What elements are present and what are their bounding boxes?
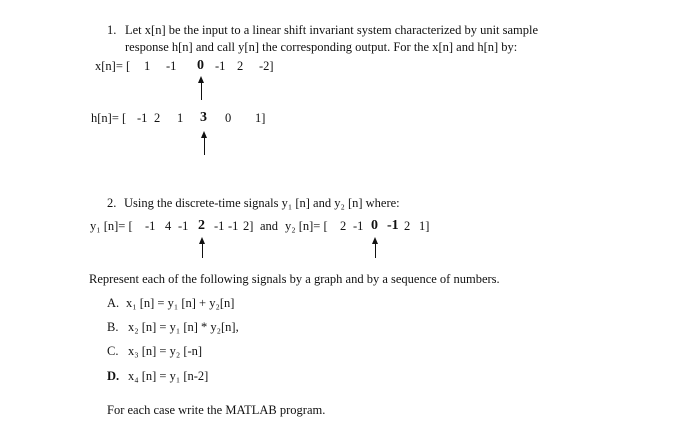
- x-value: -1: [166, 59, 177, 73]
- item-a-text: x₁ [n] = y₁ [n] + y₂[n]: [126, 296, 235, 310]
- item-c-text: x₃ [n] = y₂ [-n]: [128, 344, 203, 358]
- problem-1-line-1: Let x[n] be the input to a linear shift invariant system characterized by unit sample: [125, 23, 539, 37]
- y2-origin-arrow-icon: [375, 243, 376, 258]
- y2-value: 2: [340, 219, 347, 233]
- y2-value: -1: [387, 218, 399, 233]
- h-value: 0: [225, 111, 232, 125]
- y1-value: -1: [228, 219, 239, 233]
- problem-2-number: 2.: [107, 196, 117, 210]
- y1-value: 4: [165, 219, 172, 233]
- y1-origin-value: 2: [198, 218, 205, 233]
- x-origin-arrow-icon: [201, 82, 202, 100]
- y2-value: 2: [404, 219, 411, 233]
- y2-value: 1]: [419, 219, 430, 233]
- item-d-label: D.: [107, 369, 120, 383]
- closing-instruction: For each case write the MATLAB program.: [107, 403, 326, 417]
- h-sequence-label: h[n]= [: [91, 111, 127, 125]
- and-text: and: [260, 219, 279, 233]
- h-value: -1: [137, 111, 148, 125]
- item-d-text: x₄ [n] = y₁ [n-2]: [128, 369, 209, 383]
- y1-value: -1: [145, 219, 156, 233]
- x-value: 2: [237, 59, 244, 73]
- h-value: 2: [154, 111, 161, 125]
- h-origin-value: 3: [200, 110, 207, 125]
- y2-value: -1: [353, 219, 364, 233]
- x-origin-value: 0: [197, 58, 204, 73]
- item-c-label: C.: [107, 344, 119, 358]
- x-value: -1: [215, 59, 226, 73]
- x-value: -2]: [259, 59, 274, 73]
- problem-2-intro: Using the discrete-time signals y₁ [n] and y₂ [n] where:: [124, 196, 400, 210]
- problem-1-number: 1.: [107, 23, 117, 37]
- h-value: 1]: [255, 111, 266, 125]
- y1-sequence-label: y₁ [n]= [: [90, 219, 133, 233]
- h-origin-arrow-icon: [204, 137, 205, 155]
- y1-value: -1: [178, 219, 189, 233]
- y2-sequence-label: y₂ [n]= [: [285, 219, 328, 233]
- item-a-label: A.: [107, 296, 120, 310]
- h-value: 1: [177, 111, 184, 125]
- item-b-label: B.: [107, 320, 119, 334]
- represent-instruction: Represent each of the following signals by a graph and by a sequence of numbers.: [89, 272, 500, 286]
- item-b-text: x₂ [n] = y₁ [n] * y₂[n],: [128, 320, 239, 334]
- y1-origin-arrow-icon: [202, 243, 203, 258]
- x-value: 1: [144, 59, 151, 73]
- y-sequences: [0, 220, 700, 238]
- y1-value: 2]: [243, 219, 254, 233]
- h-sequence: [0, 112, 700, 130]
- y1-value: -1: [214, 219, 225, 233]
- y2-origin-value: 0: [371, 218, 378, 233]
- x-sequence-label: x[n]= [: [95, 59, 131, 73]
- x-sequence: [0, 60, 700, 78]
- problem-1-line-2: response h[n] and call y[n] the corresponding output. For the x[n] and h[n] by:: [125, 40, 518, 54]
